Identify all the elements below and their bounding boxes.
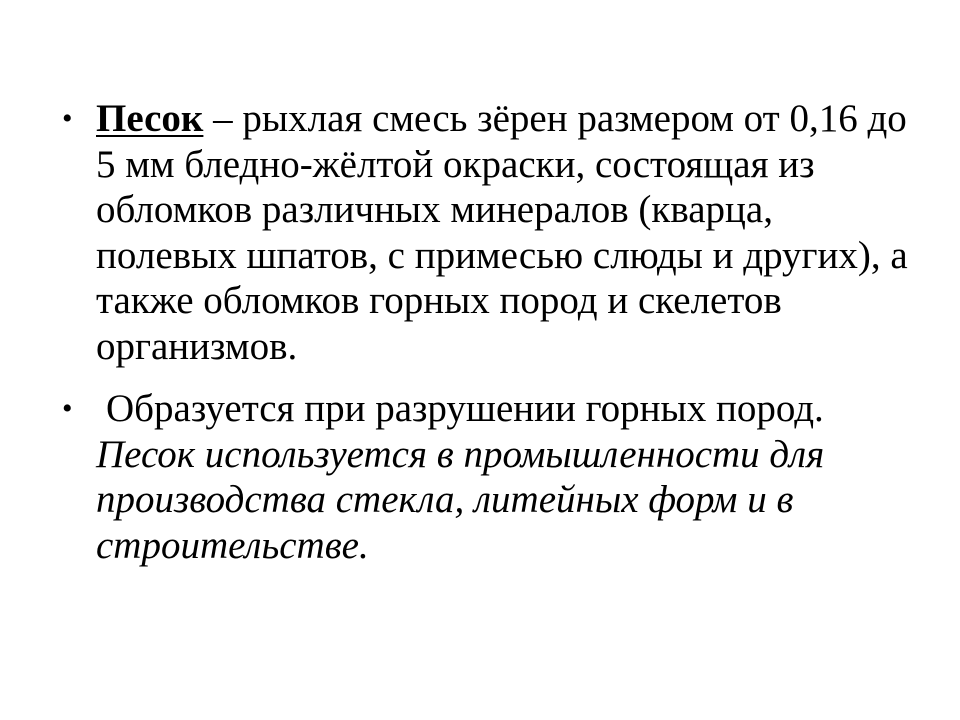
bullet-icon: • [62,102,73,135]
term-label: Песок [96,97,204,140]
formation-text: Образуется при разрушении горных пород. [106,387,824,430]
usage-text: Песок используется в промышленности для производства стекла, литейных форм и в строительстве. [96,432,825,567]
bullet-item-usage [60,386,910,568]
bullet-icon: • [62,392,73,425]
definition-text: – рыхлая смесь зёрен размером от 0,16 до 5 мм бледно-жёлтой окраски, состоящая из обломков различных минералов (кварца, полевых шпатов, с примесью слюды и других), а также обломков горных пород и скелетов организмов. [96,97,908,368]
bullet-list [60,96,910,568]
bullet-item-definition [60,96,910,369]
